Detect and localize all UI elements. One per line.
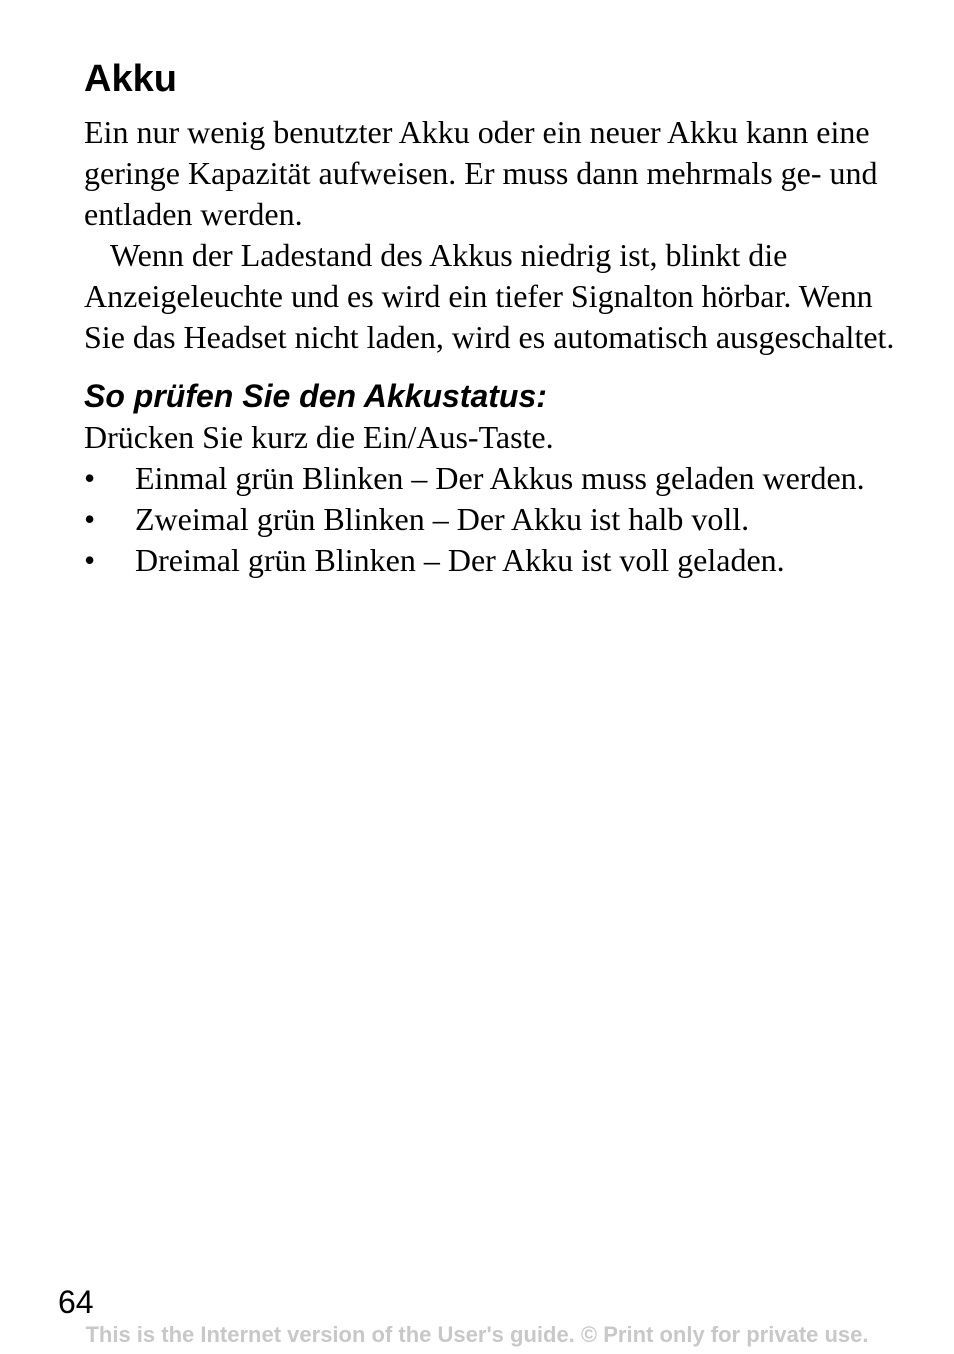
paragraph-low-battery: Wenn der Ladestand des Akkus niedrig ist, blinkt die Anzeigeleuchte und es wird ein tiefer Signalton hörbar. Wenn Sie das Headset nicht laden, wird es automatisch ausgeschaltet. [84,237,895,355]
subheading-check-battery: So prüfen Sie den Akkustatus: [84,378,547,414]
footer-notice: This is the Internet version of the User's guide. © Print only for private use. [85,1322,869,1347]
page-number: 64 [58,1284,94,1320]
instruction-text: Drücken Sie kurz die Ein/Aus-Taste. [84,419,554,455]
list-item-text: Dreimal grün Blinken – Der Akku ist voll geladen. [135,542,785,578]
list-item [84,540,904,581]
list-item-text: Einmal grün Blinken – Der Akkus muss geladen werden. [135,460,865,496]
document-page [84,56,904,581]
bullet-icon: • [84,501,96,537]
bullet-icon: • [84,460,96,496]
list-item-text: Zweimal grün Blinken – Der Akku ist halb voll. [135,501,750,537]
section-heading: Akku [84,58,177,100]
list-item [84,458,904,499]
bullet-icon: • [84,542,96,578]
paragraph-intro: Ein nur wenig benutzter Akku oder ein neuer Akku kann eine geringe Kapazität aufweisen. Er muss dann mehrmals ge- und entladen werden. [84,114,878,232]
list-item [84,499,904,540]
battery-status-list [84,458,904,581]
